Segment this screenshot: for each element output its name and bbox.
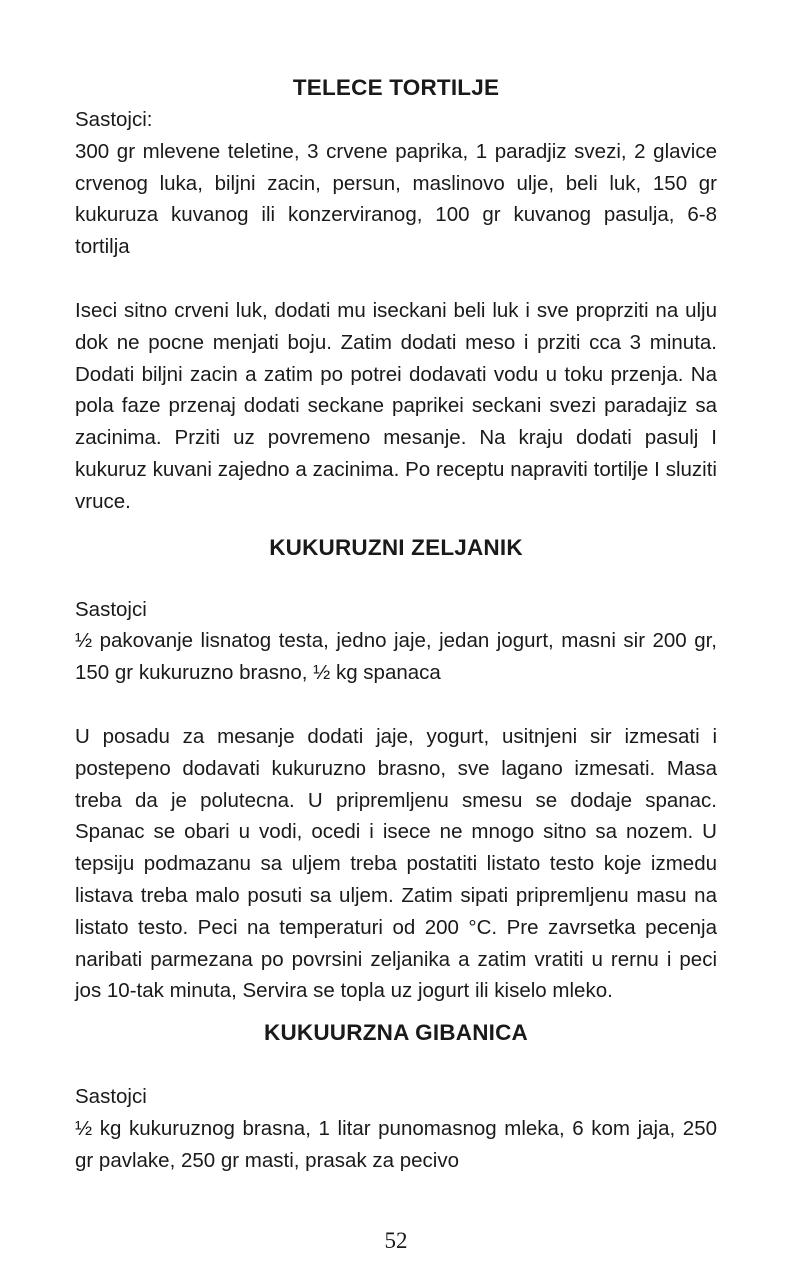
ingredients-label: Sastojci (75, 597, 147, 621)
ingredients-label: Sastojci (75, 1085, 147, 1109)
recipe-title: KUKUURZNA GIBANICA (264, 1020, 528, 1046)
method-text: U posadu za mesanje dodati jaje, yogurt, usitnjeni sir izmesati i postepeno dodavati kukuruzno brasno, sve lagano izmesati. Masa treba da je polutecna. U pripremljenu smesu se dodaje spanac. Spanac se obari u vodi, ocedi i isece ne mnogo sitno sa nozem. U tepsiju podmazanu sa uljem treba postatiti listato testo koje izmedu listava treba malo posuti sa uljem. Zatim sipati pripremljenu masu na listato testo. Peci na temperaturi od 200 °C. Pre zavrsetka pecenja naribati parmezana po povrsini zeljanika a zatim vratiti u rernu i peci jos 10-tak minuta, Servira se topla uz jogurt ili kiselo mleko. (75, 724, 717, 1003)
recipe-section-telece-tortilje (75, 72, 717, 518)
ingredients-text: ½ pakovanje lisnatog testa, jedno jaje, jedan jogurt, masni sir 200 gr, 150 gr kukuruzno brasno, ½ kg spanaca (75, 629, 717, 685)
recipe-title: TELECE TORTILJE (292, 75, 500, 100)
ingredients-text: ½ kg kukuruznog brasna, 1 litar punomasnog mleka, 6 kom jaja, 250 gr pavlake, 250 gr masti, prasak za pecivo (75, 1116, 717, 1172)
ingredients-label: Sastojci: (75, 108, 153, 131)
page-number: 52 (384, 1228, 408, 1253)
recipe-section-kukuruzni-zeljanik (75, 532, 717, 1008)
method-text: Iseci sitno crveni luk, dodati mu iseckani beli luk i sve proprziti na ulju dok ne pocne menjati boju. Zatim dodati meso i prziti cca 3 minuta. Dodati biljni zacin a zatim po potrei dodavati vodu u toku przenja. Na pola faze przenaj dodati seckane paprikei seckani svezi paradajiz sa zacinima. Prziti uz povremeno mesanje. Na kraju dodati pasulj I kukuruz kuvani zajedno a zacinima. Po receptu napraviti tortilje I sluziti vruce. (75, 298, 717, 513)
page-content (75, 72, 717, 1177)
recipe-title: KUKURUZNI ZELJANIK (269, 534, 523, 560)
ingredients-text: 300 gr mlevene teletine, 3 crvene paprika, 1 paradjiz svezi, 2 glavice crvenog luka, biljni zacin, persun, maslinovo ulje, beli luk, 150 gr kukuruza kuvanog ili konzerviranog, 100 gr kuvanog pasulja, 6-8 tortilja (75, 139, 717, 259)
recipe-section-kukuurzna-gibanica (75, 1017, 717, 1176)
